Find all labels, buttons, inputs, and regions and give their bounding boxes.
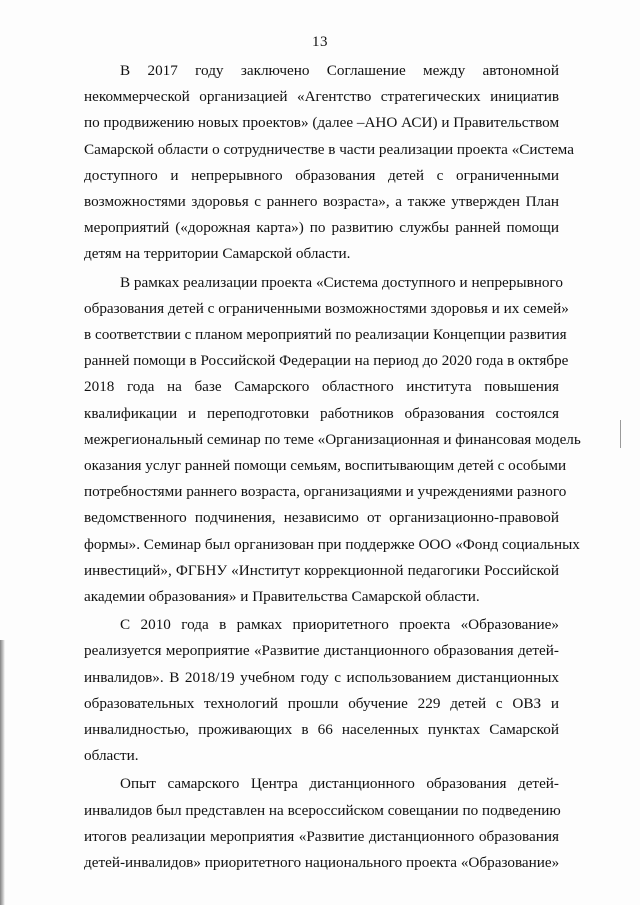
text-line: инвалидностью, проживающих в 66 населенных пунктах Самарской [84,721,559,739]
text-line: возможностями здоровья с раннего возраста», а также утвержден План [84,193,559,211]
text-line: инвалидов». В 2018/19 учебном году с использованием дистанционных [84,668,559,686]
text-line: некоммерческой организацией «Агентство стратегических инициатив [84,88,559,106]
text-line: инвалидов был представлен на всероссийском совещании по подведению [84,801,561,819]
text-line: ранней помощи в Российской Федерации на период до 2020 года в октябре [84,352,569,370]
text-line: оказания услуг ранней помощи семьям, воспитывающим детей с особыми [84,457,567,475]
text-line: доступного и непрерывного образования детей с ограниченными [84,166,559,184]
text-line: по продвижению новых проектов» (далее –АНО АСИ) и Правительством [84,114,560,132]
scan-mark [620,420,621,448]
paragraph-2 [84,270,581,611]
text-line: формы». Семинар был организован при поддержке ООО «Фонд социальных [84,535,580,553]
text-line: В рамках реализации проекта «Система доступного и непрерывного [120,273,563,291]
text-line: квалификации и переподготовки работников образования состоялся [84,404,559,422]
text-line: мероприятий («дорожная карта») по развитию службы ранней помощи [84,219,559,237]
text-line: академии образования» и Правительства Самарской области. [84,588,480,606]
scan-edge-shadow [0,640,5,905]
text-line: 2018 года на базе Самарского областного института повышения [84,378,559,396]
text-line: области. [84,747,139,765]
paragraph-4 [84,771,559,876]
text-line: межрегиональный семинар по теме «Организационная и финансовая модель [84,430,581,448]
text-line: в соответствии с планом мероприятий по реализации Концепции развития [84,326,567,344]
paragraph-1 [84,58,574,268]
paragraph-3 [84,612,559,769]
text-line: детям на территории Самарской области. [84,245,351,263]
text-line: инвестиций», ФГБНУ «Институт коррекционной педагогики Российской [84,561,559,579]
body-text [84,58,581,878]
text-line: образования детей с ограниченными возможностями здоровья и их семей» [84,299,569,317]
page-number: 13 [312,34,328,50]
text-line: детей-инвалидов» приоритетного национального проекта «Образование» [84,854,560,872]
text-line: С 2010 года в рамках приоритетного проекта «Образование» [120,616,559,634]
text-line: потребностями раннего возраста, организациями и учреждениями разного [84,483,567,501]
text-line: В 2017 году заключено Соглашение между автономной [120,62,559,79]
text-line: Самарской области о сотрудничестве в части реализации проекта «Система [84,140,574,158]
text-line: Опыт самарского Центра дистанционного образования детей- [120,775,559,793]
text-line: итогов реализации мероприятия «Развитие дистанционного образования [84,827,559,845]
text-line: реализуется мероприятие «Развитие дистанционного образования детей- [84,642,559,660]
text-line: ведомственного подчинения, независимо от организационно-правовой [84,509,559,527]
text-line: образовательных технологий прошли обучение 229 детей с ОВЗ и [84,694,559,712]
